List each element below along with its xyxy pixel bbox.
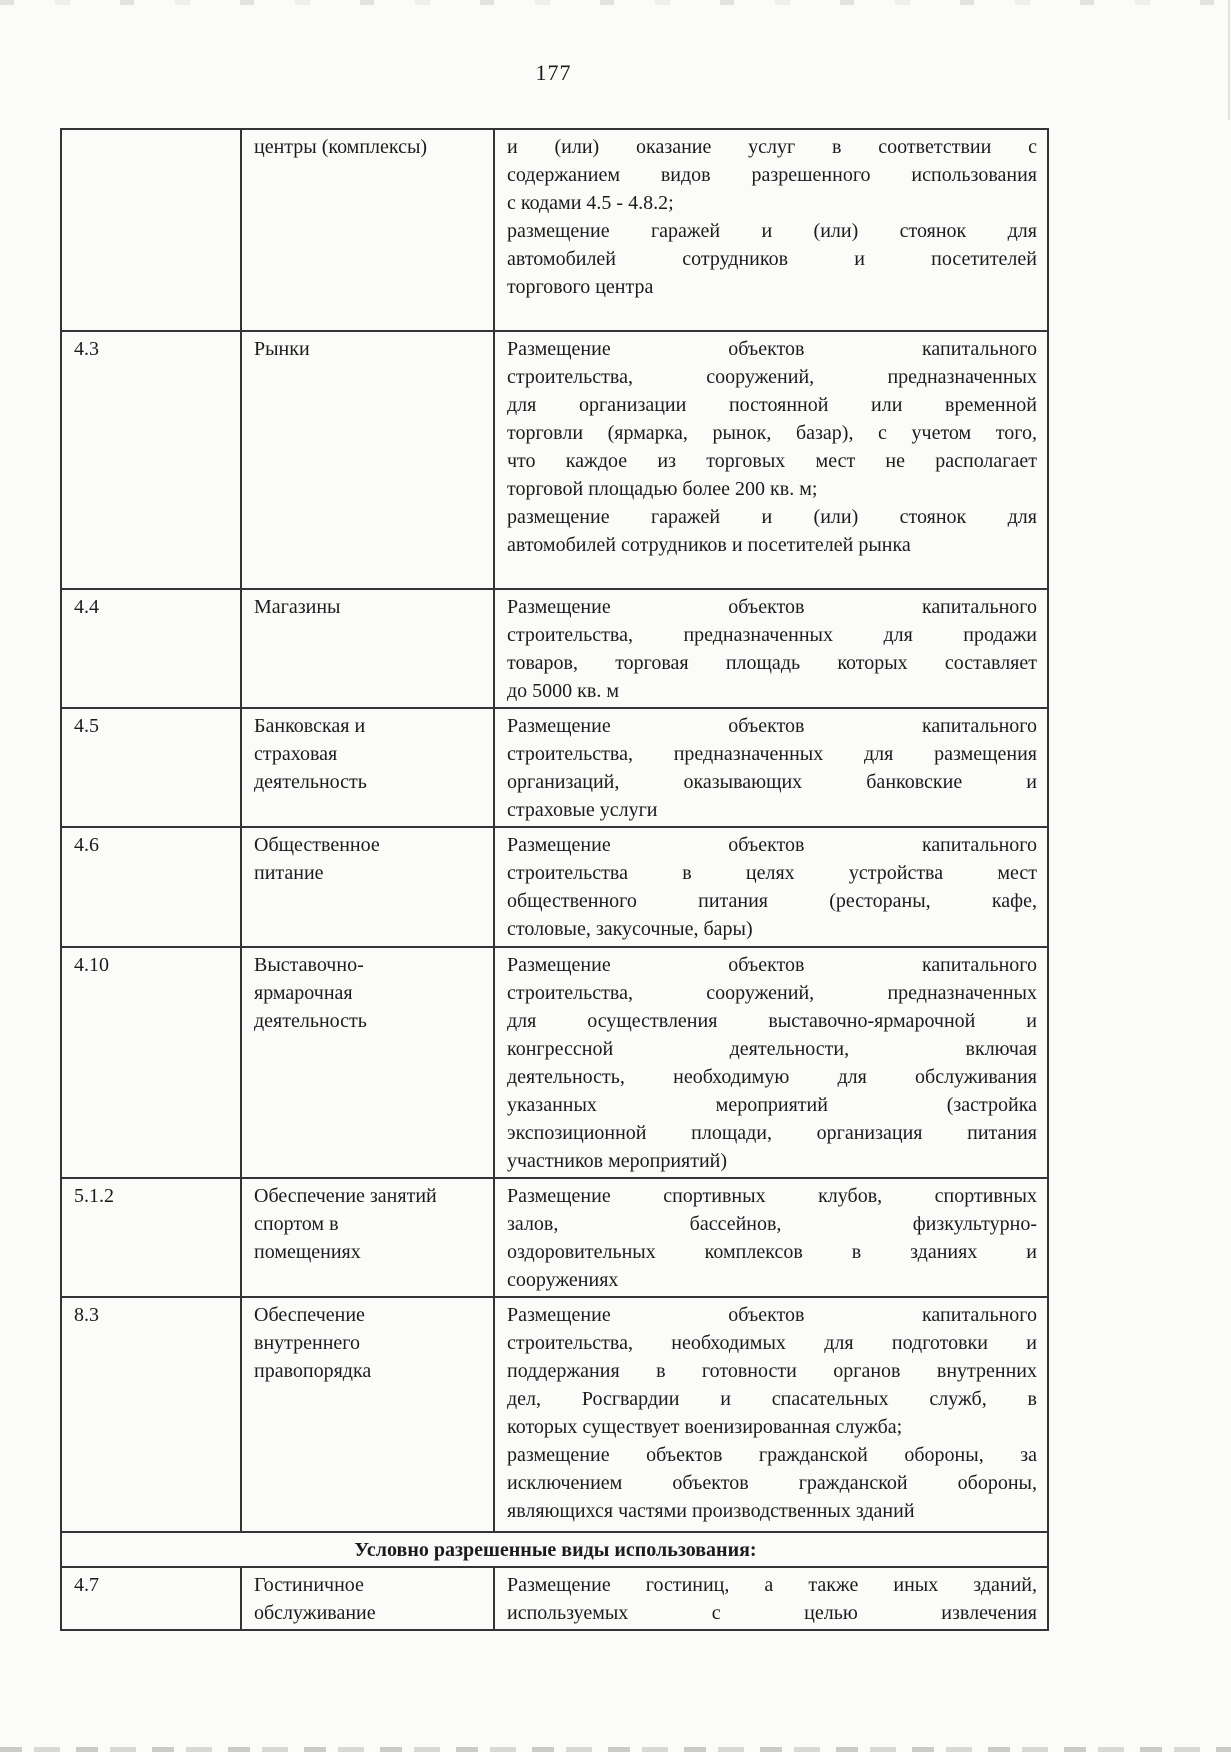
use-name-cell [241,1297,494,1532]
use-description-line: экспозиционной площади, организация питания [507,1122,1037,1144]
use-description-line: столовые, закусочные, бары) [507,918,753,940]
use-name-cell [241,947,494,1178]
use-description-line: сооружениях [507,1269,619,1291]
use-name-cell [241,708,494,827]
use-name-cell [241,1567,494,1630]
use-description-cell [494,129,1048,331]
use-name-line: центры (комплексы) [254,136,428,158]
use-code: 4.3 [74,338,99,360]
use-description-line: исключением объектов гражданской обороны, [507,1472,1037,1494]
use-description-line: страховые услуги [507,799,658,821]
table-row [61,947,1048,1178]
use-description-line: Размещение гостиниц, а также иных зданий, [507,1574,1037,1596]
use-description-line: деятельность, необходимую для обслуживания [507,1066,1037,1088]
use-description-line: дел, Росгвардии и спасательных служб, в [507,1388,1037,1410]
use-description-line: Размещение объектов капитального [507,1304,1037,1326]
use-description-line: общественного питания (рестораны, кафе, [507,890,1037,912]
code-cell [61,331,241,589]
scan-artifact-bottom [0,1747,1231,1752]
table-row [61,1567,1048,1630]
use-description-line: торговой площадью более 200 кв. м; [507,478,818,500]
use-code: 4.6 [74,834,99,856]
use-description-line: размещение гаражей и (или) стоянок для [507,506,1037,528]
use-code: 4.4 [74,596,99,618]
use-code: 8.3 [74,1304,99,1326]
use-code: 5.1.2 [74,1185,114,1207]
use-description-line: организаций, оказывающих банковские и [507,771,1037,793]
use-code: 4.5 [74,715,99,737]
section-header-label: Условно разрешенные виды использования: [61,1532,1048,1567]
use-name-line: Выставочно- [254,954,364,976]
use-description-cell [494,589,1048,708]
use-description-cell [494,1297,1048,1532]
table-row [61,1178,1048,1297]
use-description-line: поддержания в готовности органов внутренних [507,1360,1037,1382]
table-row [61,827,1048,947]
use-name-line: правопорядка [254,1360,372,1382]
table-row [61,331,1048,589]
table-row [61,129,1048,331]
use-description-line: для организации постоянной или временной [507,394,1037,416]
use-name-line: спортом в [254,1213,339,1235]
table-row [61,1297,1048,1532]
use-name-line: Магазины [254,596,341,618]
use-description-line: торговли (ярмарка, рынок, базар), с учетом того, [507,422,1037,444]
use-description-line: с кодами 4.5 - 4.8.2; [507,192,674,214]
use-name-line: обслуживание [254,1602,376,1624]
use-name-line: ярмарочная [254,982,353,1004]
use-name-line: деятельность [254,1010,367,1032]
use-description-line: Размещение объектов капитального [507,715,1037,737]
use-code: 4.10 [74,954,109,976]
use-description-cell [494,827,1048,947]
use-name-line: Гостиничное [254,1574,364,1596]
use-description-line: используемых с целью извлечения [507,1602,1037,1624]
use-name-line: Обеспечение занятий [254,1185,437,1207]
use-description-line: конгрессной деятельности, включая [507,1038,1037,1060]
use-description-line: залов, бассейнов, физкультурно- [507,1213,1037,1235]
use-description-line: размещение гаражей и (или) стоянок для [507,220,1037,242]
use-description-line: автомобилей сотрудников и посетителей [507,248,1037,270]
page-number: 177 [535,60,572,85]
use-name-line: страховая [254,743,338,765]
use-name-cell [241,129,494,331]
code-cell [61,1567,241,1630]
use-description-line: участников мероприятий) [507,1150,728,1172]
code-cell [61,708,241,827]
use-description-line: товаров, торговая площадь которых составляет [507,652,1037,674]
use-description-line: указанных мероприятий (застройка [507,1094,1037,1116]
use-description-line: Размещение объектов капитального [507,834,1037,856]
use-name-cell [241,589,494,708]
use-description-line: оздоровительных комплексов в зданиях и [507,1241,1037,1263]
use-description-cell [494,708,1048,827]
use-name-line: Банковская и [254,715,366,737]
use-description-line: строительства в целях устройства мест [507,862,1037,884]
use-description-line: Размещение объектов капитального [507,596,1037,618]
use-description-line: Размещение объектов капитального [507,338,1037,360]
code-cell [61,1297,241,1532]
use-description-line: автомобилей сотрудников и посетителей рынка [507,534,911,556]
use-name-cell [241,331,494,589]
use-description-line: до 5000 кв. м [507,680,619,702]
use-description-line: для осуществления выставочно-ярмарочной и [507,1010,1037,1032]
use-description-line: строительства, сооружений, предназначенных [507,982,1037,1004]
use-name-cell [241,827,494,947]
table-row [61,589,1048,708]
scan-artifact-top [0,0,1231,5]
use-description-line: строительства, предназначенных для размещения [507,743,1037,765]
use-description-cell [494,1567,1048,1630]
use-name-line: Рынки [254,338,310,360]
use-code: 4.7 [74,1574,99,1596]
use-description-line: строительства, необходимых для подготовки и [507,1332,1037,1354]
code-cell [61,129,241,331]
use-description-cell [494,331,1048,589]
use-description-cell [494,947,1048,1178]
use-name-line: питание [254,862,324,884]
use-description-line: строительства, предназначенных для продажи [507,624,1037,646]
code-cell [61,947,241,1178]
use-name-line: внутреннего [254,1332,360,1354]
use-name-line: Общественное [254,834,380,856]
section-header-row [61,1532,1048,1567]
use-description-line: и (или) оказание услуг в соответствии с [507,136,1037,158]
code-cell [61,827,241,947]
use-name-line: Обеспечение [254,1304,365,1326]
use-description-line: Размещение объектов капитального [507,954,1037,976]
code-cell [61,589,241,708]
table-row [61,708,1048,827]
zoning-uses-table [60,128,1049,1631]
use-name-cell [241,1178,494,1297]
use-name-line: деятельность [254,771,367,793]
use-description-line: строительства, сооружений, предназначенных [507,366,1037,388]
use-description-line: что каждое из торговых мест не располагает [507,450,1037,472]
use-description-line: являющихся частями производственных зданий [507,1500,915,1522]
use-description-line: Размещение спортивных клубов, спортивных [507,1185,1037,1207]
code-cell [61,1178,241,1297]
use-description-line: которых существует военизированная служба; [507,1416,903,1438]
use-description-line: торгового центра [507,276,654,298]
use-description-cell [494,1178,1048,1297]
scan-artifact-right [1228,0,1230,120]
use-description-line: размещение объектов гражданской обороны, за [507,1444,1037,1466]
use-description-line: содержанием видов разрешенного использования [507,164,1037,186]
use-name-line: помещениях [254,1241,361,1263]
